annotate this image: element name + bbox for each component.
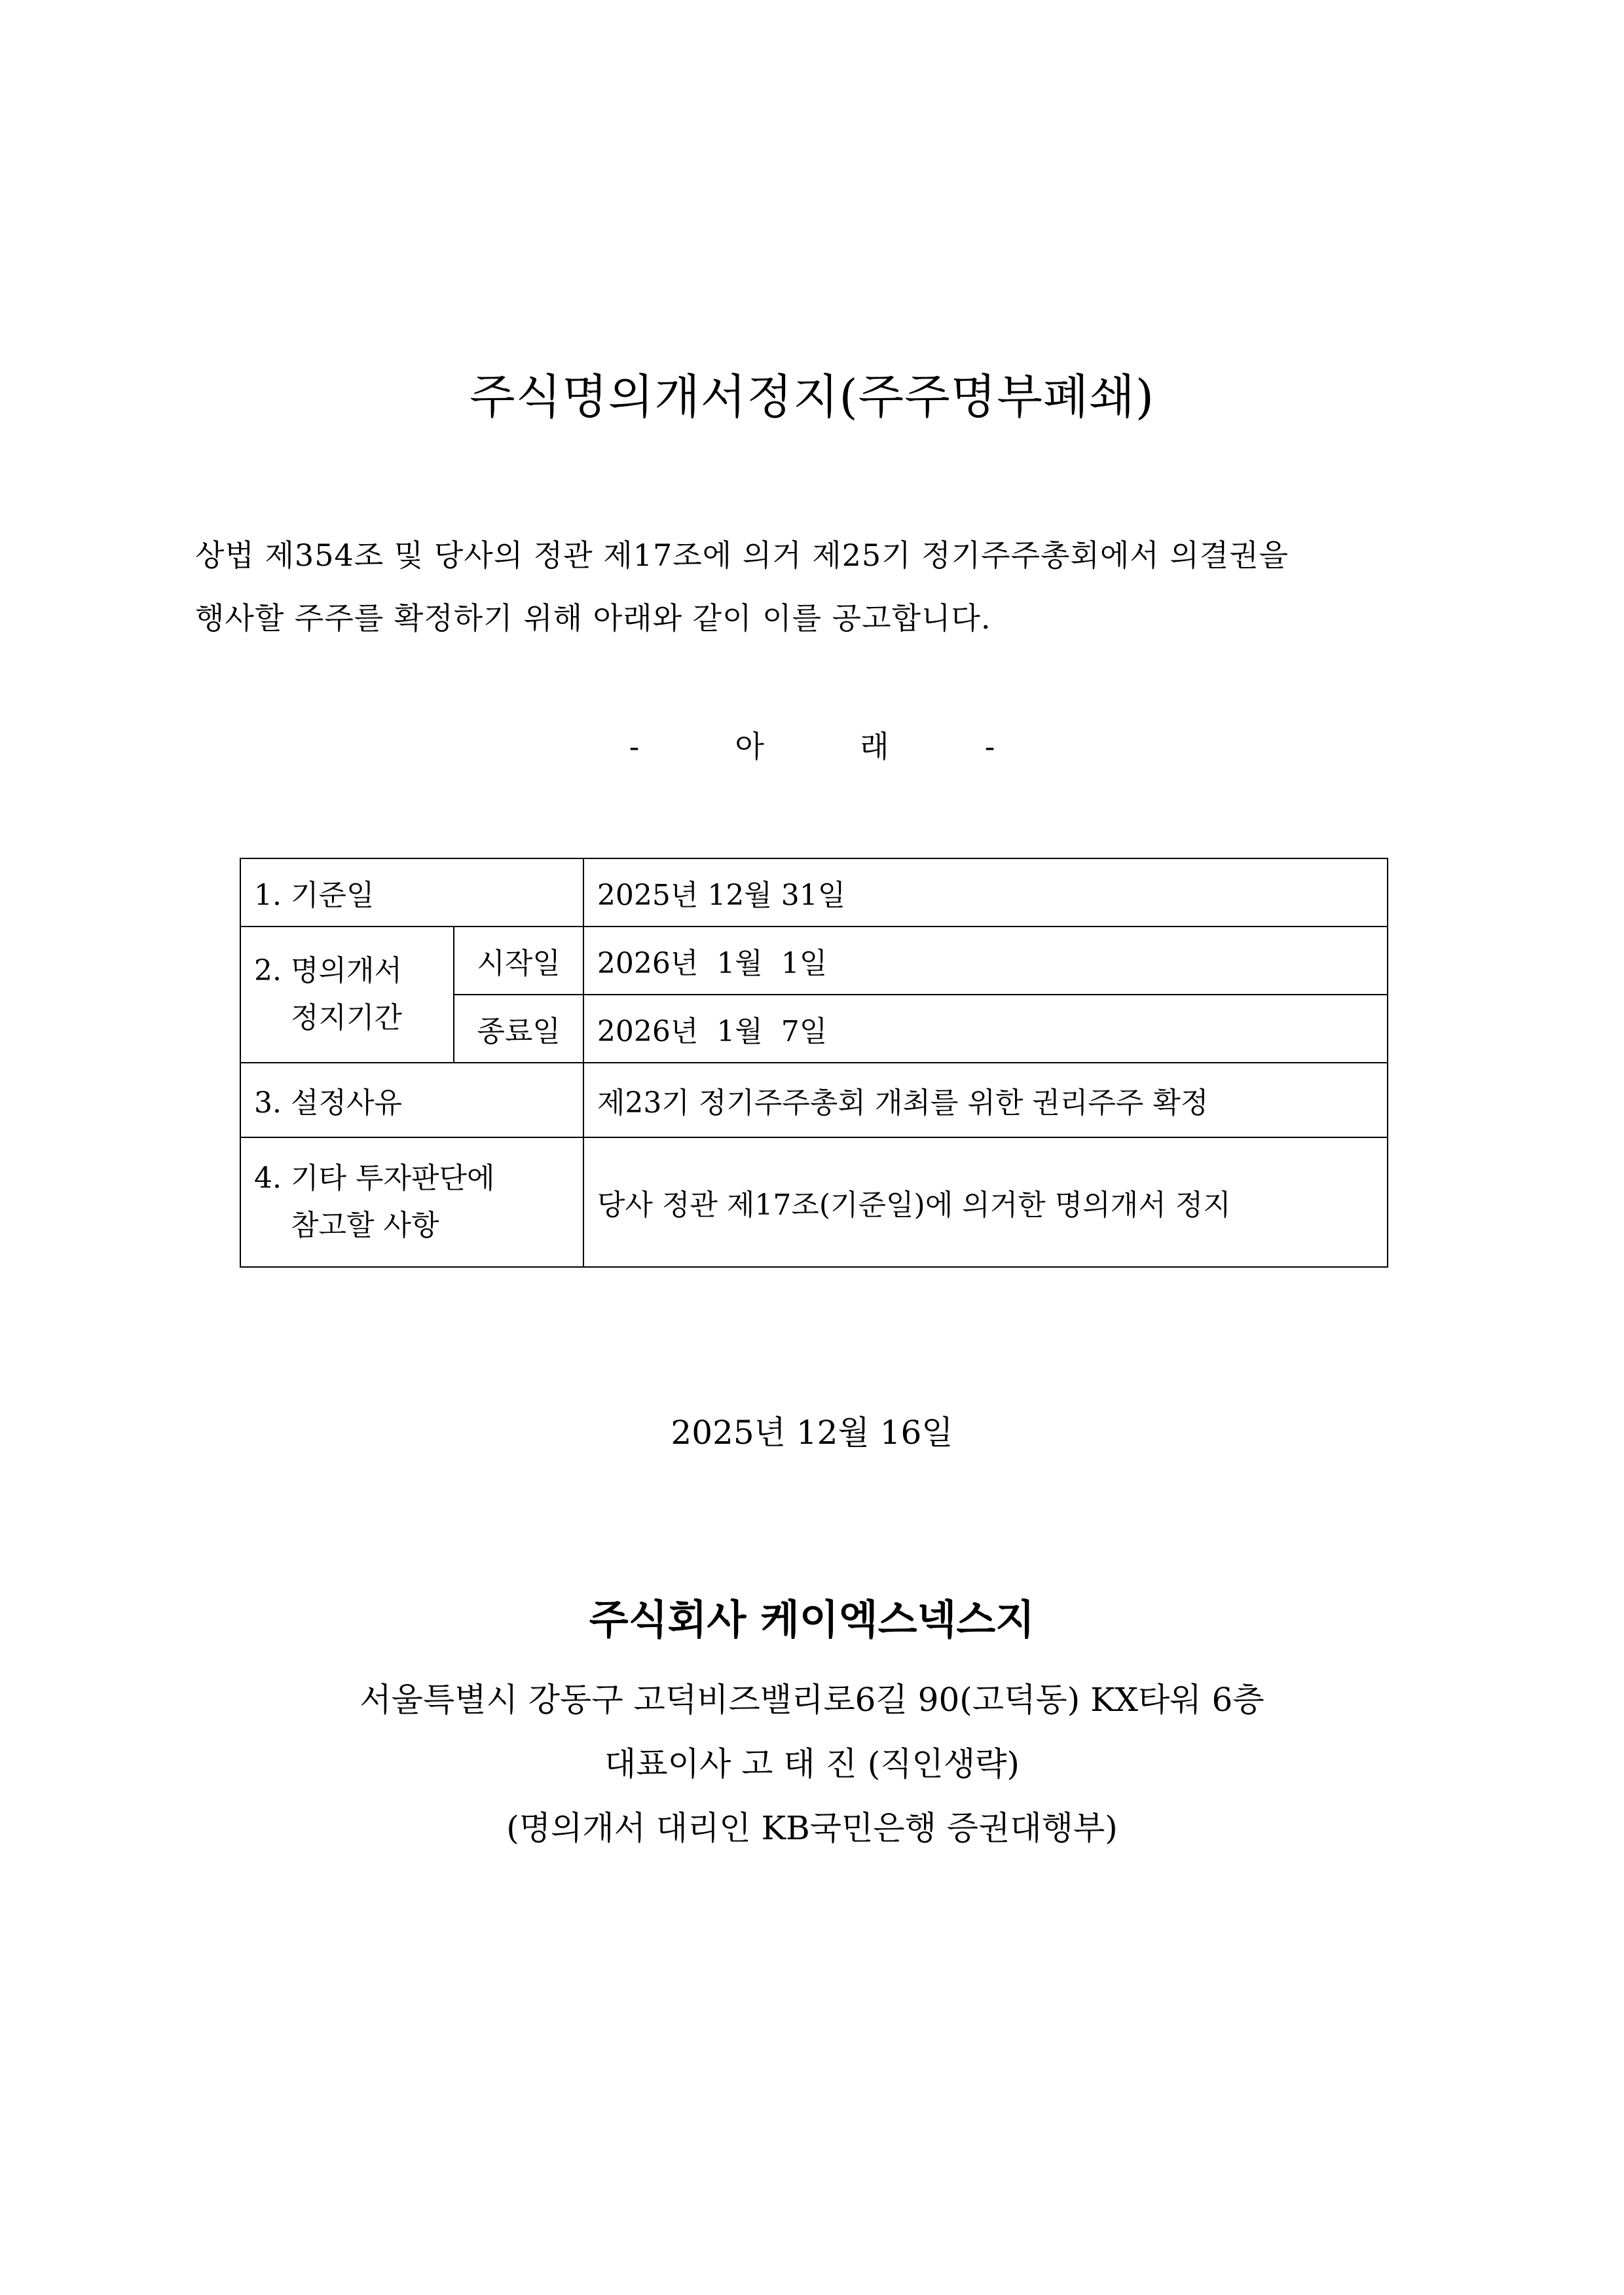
- intro-paragraph: [195, 524, 1439, 650]
- notice-details-table: [240, 858, 1388, 1268]
- other-info-label: [240, 1137, 583, 1267]
- intro-line-2: 행사할 주주를 확정하기 위해 아래와 같이 이를 공고합니다.: [195, 600, 991, 636]
- end-date-value: 2026년 1월 7일: [583, 995, 1388, 1063]
- record-date-value: 2025년 12월 31일: [583, 858, 1388, 927]
- reason-label: 3. 설정사유: [240, 1063, 583, 1137]
- reason-value: 제23기 정기주주총회 개최를 위한 권리주주 확정: [583, 1063, 1388, 1137]
- company-address: 서울특별시 강동구 고덕비즈밸리로6길 90(고덕동) KX타워 6층: [360, 1681, 1264, 1719]
- suspension-period-label-line-1: 2. 명의개서: [254, 954, 402, 987]
- table-row: [240, 1063, 1388, 1137]
- section-separator: - 아 래 -: [629, 729, 995, 764]
- record-date-label: 1. 기준일: [240, 858, 583, 927]
- notice-date: 2025년 12월 16일: [671, 1414, 953, 1452]
- end-date-label: 종료일: [454, 995, 583, 1063]
- other-info-value: 당사 정관 제17조(기준일)에 의거한 명의개서 정지: [583, 1137, 1388, 1267]
- intro-line-1: 상법 제354조 및 당사의 정관 제17조에 의거 제25기 정기주주총회에서 의결권을: [195, 538, 1289, 573]
- table-row: [240, 858, 1388, 927]
- table-row: [240, 1137, 1388, 1267]
- other-info-label-line-1: 4. 기타 투자판단에: [254, 1162, 495, 1195]
- suspension-period-label: [240, 927, 454, 1063]
- table-row: [240, 927, 1388, 995]
- start-date-label: 시작일: [454, 927, 583, 995]
- start-date-value: 2026년 1월 1일: [583, 927, 1388, 995]
- suspension-period-label-line-2: 정지기간: [291, 1001, 403, 1035]
- company-name: 주식회사 케이엑스넥스지: [589, 1596, 1035, 1643]
- ceo-signature: 대표이사 고 태 진 (직인생략): [604, 1745, 1020, 1783]
- transfer-agent: (명의개서 대리인 KB국민은행 증권대행부): [506, 1809, 1118, 1847]
- other-info-label-line-2: 참고할 사항: [291, 1209, 439, 1242]
- document-title: 주식명의개서정지(주주명부폐쇄): [470, 369, 1154, 424]
